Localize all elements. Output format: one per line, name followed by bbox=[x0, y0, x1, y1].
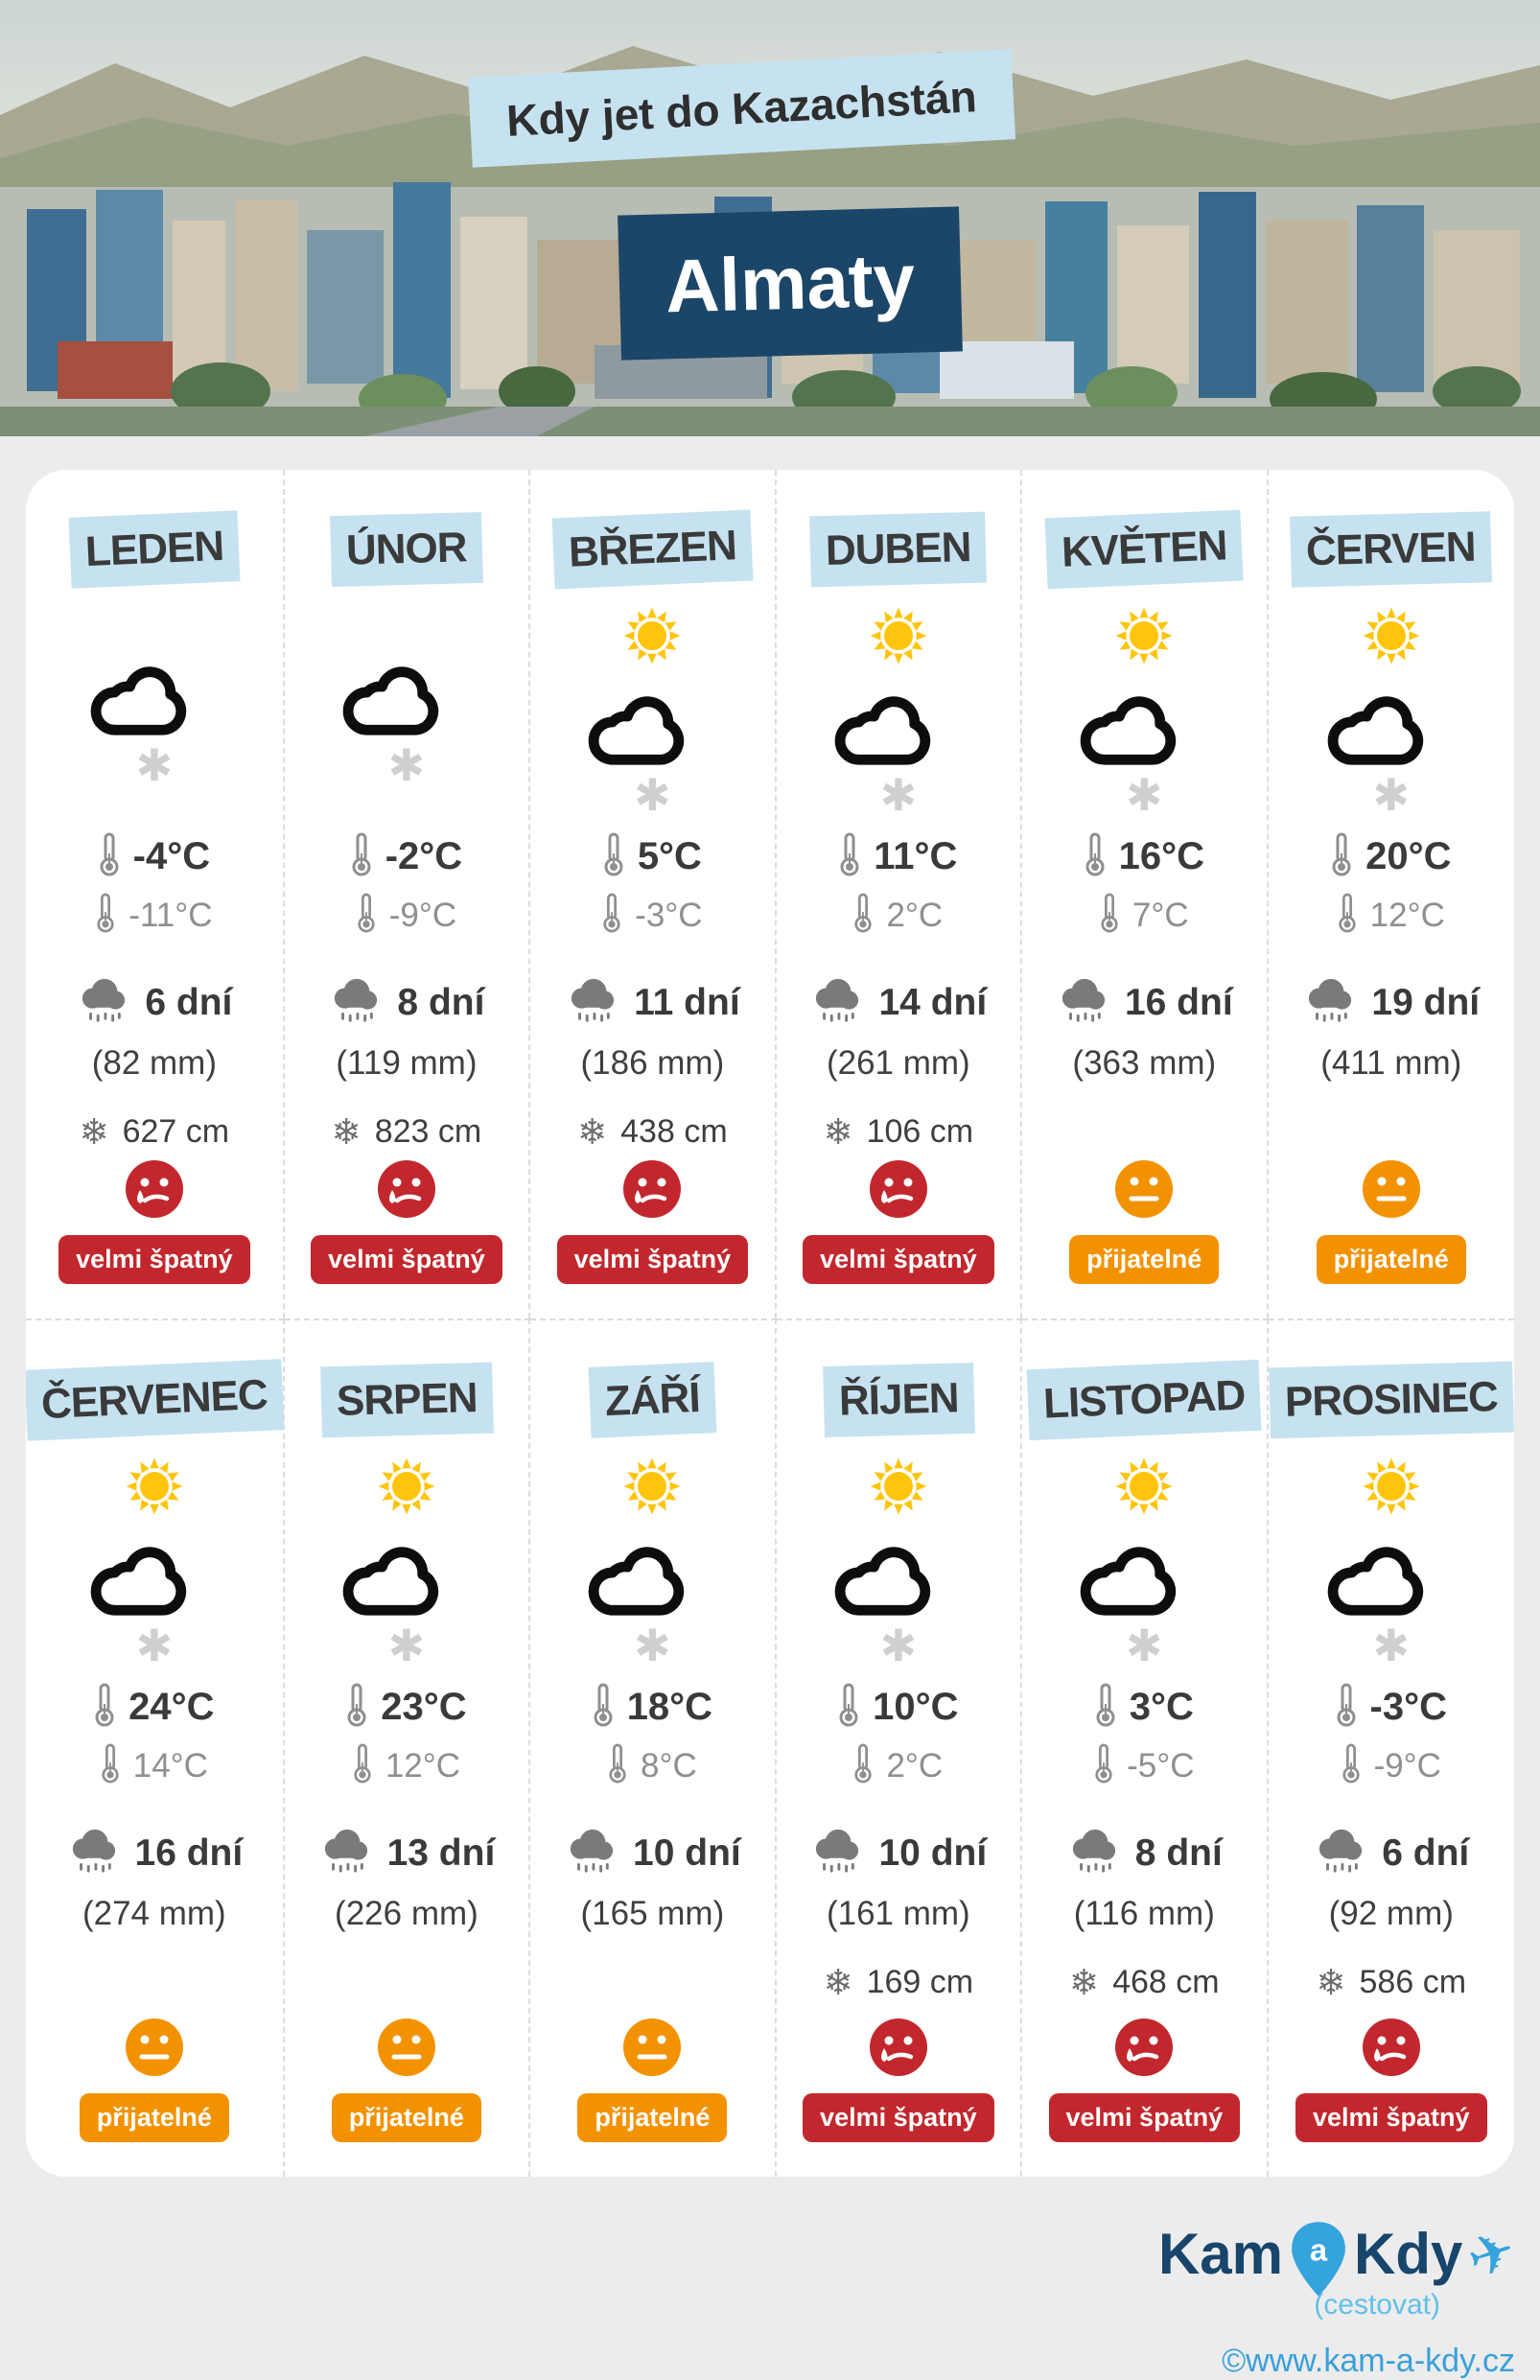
small-snowflake-icon: ✱ bbox=[634, 770, 671, 820]
temp-high-row bbox=[1336, 1683, 1447, 1732]
snow-row bbox=[332, 1113, 482, 1151]
map-pin-icon bbox=[1289, 2219, 1348, 2304]
temp-high-row bbox=[839, 832, 957, 881]
rating-block bbox=[332, 2017, 481, 2177]
rating-badge: velmi špatný bbox=[557, 1235, 749, 1284]
rain-cloud-icon bbox=[565, 976, 620, 1029]
temp-low-value: -11°C bbox=[128, 896, 213, 934]
rain-days-row bbox=[564, 1827, 741, 1879]
rating-badge: přijatelné bbox=[577, 2093, 727, 2142]
page-title: Kdy jet do Kazachstán bbox=[468, 49, 1015, 168]
snowflake-icon: ❄ bbox=[331, 1112, 362, 1152]
small-snowflake-icon: ✱ bbox=[1126, 1621, 1163, 1670]
thermometer-icon bbox=[593, 1683, 614, 1732]
small-snowflake-icon: ✱ bbox=[634, 1621, 671, 1670]
snowflake-icon: ❄ bbox=[823, 1963, 853, 2002]
snow-row bbox=[1317, 1964, 1467, 2001]
temp-low-row bbox=[1094, 1743, 1194, 1788]
precipitation-value: (363 mm) bbox=[1072, 1044, 1217, 1082]
rating-block bbox=[80, 2017, 229, 2177]
temp-low-value: 14°C bbox=[132, 1746, 208, 1785]
month-label: KVĚTEN bbox=[1045, 510, 1245, 590]
month-label: PROSINEC bbox=[1269, 1362, 1514, 1439]
temp-low-row bbox=[353, 1743, 460, 1788]
temp-high-value: 11°C bbox=[874, 835, 958, 877]
rain-days-row bbox=[1302, 976, 1480, 1029]
rain-days-value: 16 dní bbox=[1124, 981, 1233, 1023]
rain-cloud-icon bbox=[1056, 976, 1111, 1029]
temp-high-row bbox=[94, 1683, 214, 1732]
sun-icon bbox=[580, 1457, 724, 1516]
rain-cloud-icon bbox=[809, 976, 865, 1029]
weather-icon-wrap bbox=[335, 1457, 478, 1668]
rain-days-value: 8 dní bbox=[1134, 1832, 1223, 1874]
month-cell bbox=[1022, 470, 1268, 1318]
temp-high-row bbox=[603, 832, 702, 881]
rain-days-value: 11 dní bbox=[634, 981, 740, 1023]
month-cell bbox=[777, 470, 1022, 1318]
sun-icon bbox=[1319, 606, 1463, 665]
sad-face-icon bbox=[621, 1158, 683, 1220]
rating-block bbox=[803, 1158, 994, 1318]
rating-badge: velmi špatný bbox=[58, 1235, 250, 1284]
neutral-face-icon bbox=[1361, 1158, 1422, 1220]
thermometer-icon bbox=[1342, 1743, 1361, 1788]
temp-high-row bbox=[1095, 1683, 1194, 1732]
thermometer-icon bbox=[839, 832, 860, 881]
thermometer-icon bbox=[838, 1683, 859, 1732]
sun-icon bbox=[1072, 1457, 1216, 1516]
snow-cloud-icon bbox=[1072, 665, 1216, 820]
rain-days-row bbox=[1313, 1827, 1469, 1879]
rating-block bbox=[1295, 2017, 1487, 2177]
rating-badge: velmi špatný bbox=[1295, 2093, 1487, 2142]
snow-cloud-icon bbox=[580, 665, 724, 820]
rating-block bbox=[311, 1158, 502, 1318]
snowflake-icon: ❄ bbox=[823, 1112, 853, 1152]
snow-cloud-icon bbox=[827, 1516, 970, 1668]
logo-word-kam: Kam bbox=[1157, 2222, 1284, 2286]
sad-face-icon bbox=[1113, 2017, 1175, 2078]
thermometer-icon bbox=[1094, 1743, 1113, 1788]
small-snowflake-icon: ✱ bbox=[879, 1621, 918, 1670]
rain-days-row bbox=[66, 1827, 244, 1879]
temp-low-value: -3°C bbox=[635, 896, 703, 934]
weather-icon-wrap bbox=[1319, 1457, 1463, 1668]
rain-cloud-icon bbox=[1066, 1827, 1122, 1879]
temp-high-value: 5°C bbox=[637, 835, 702, 877]
thermometer-icon bbox=[346, 1683, 367, 1732]
month-label: LISTOPAD bbox=[1027, 1360, 1262, 1441]
precipitation-value: (261 mm) bbox=[826, 1044, 970, 1082]
snow-row bbox=[824, 1964, 974, 2001]
precipitation-value: (161 mm) bbox=[826, 1895, 970, 1932]
rain-cloud-icon bbox=[318, 1827, 374, 1879]
sad-face-icon bbox=[1361, 2017, 1422, 2078]
temp-high-row bbox=[99, 832, 210, 881]
temp-high-row bbox=[838, 1683, 958, 1732]
rain-days-value: 6 dní bbox=[145, 981, 233, 1023]
precipitation-value: (186 mm) bbox=[580, 1044, 725, 1082]
header bbox=[0, 0, 1540, 436]
weather-icon-wrap bbox=[82, 606, 226, 817]
thermometer-icon bbox=[608, 1743, 627, 1788]
footer bbox=[1157, 2211, 1525, 2380]
rain-days-row bbox=[1056, 976, 1233, 1029]
small-snowflake-icon: ✱ bbox=[135, 1621, 174, 1670]
rating-block bbox=[803, 2017, 994, 2177]
temp-high-row bbox=[1085, 832, 1204, 881]
rating-block bbox=[557, 1158, 749, 1318]
rain-days-value: 8 dní bbox=[397, 981, 485, 1023]
thermometer-icon bbox=[1085, 832, 1106, 881]
neutral-face-icon bbox=[376, 2017, 437, 2078]
month-cell bbox=[285, 470, 530, 1318]
thermometer-icon bbox=[853, 893, 873, 938]
snow-row bbox=[1069, 1964, 1220, 2001]
precipitation-value: (411 mm) bbox=[1320, 1044, 1462, 1082]
month-cell bbox=[26, 1318, 285, 2177]
snow-cloud-icon bbox=[82, 636, 226, 790]
rating-block bbox=[58, 1158, 250, 1318]
logo-subtitle: (cestovat) bbox=[1314, 2289, 1440, 2321]
rain-cloud-icon bbox=[1302, 976, 1358, 1029]
temp-low-value: 8°C bbox=[641, 1746, 697, 1785]
month-cell bbox=[285, 1318, 530, 2177]
temp-low-row bbox=[1342, 1743, 1441, 1788]
snow-cloud-icon bbox=[580, 1516, 724, 1668]
temp-low-value: 12°C bbox=[385, 1746, 461, 1785]
thermometer-icon bbox=[96, 893, 115, 938]
city-title: Almaty bbox=[618, 206, 963, 360]
temp-high-value: 3°C bbox=[1129, 1686, 1194, 1728]
rating-block bbox=[577, 2017, 727, 2177]
month-label: ZÁŘÍ bbox=[588, 1362, 716, 1438]
temp-high-value: -4°C bbox=[132, 835, 211, 877]
snowfall-value: 627 cm bbox=[122, 1113, 230, 1150]
temp-high-value: 24°C bbox=[128, 1686, 215, 1728]
rating-badge: velmi špatný bbox=[311, 1235, 502, 1284]
neutral-face-icon bbox=[1113, 1158, 1175, 1220]
rating-block bbox=[1049, 2017, 1241, 2177]
temp-low-row bbox=[1100, 893, 1189, 938]
small-snowflake-icon: ✱ bbox=[387, 740, 426, 790]
temp-low-row bbox=[357, 893, 456, 938]
rain-days-row bbox=[565, 976, 740, 1029]
snow-row bbox=[824, 1113, 974, 1151]
precipitation-value: (274 mm) bbox=[82, 1895, 226, 1932]
weather-icon-wrap bbox=[827, 1457, 970, 1668]
month-cell bbox=[1269, 1318, 1514, 2177]
snowflake-icon: ❄ bbox=[577, 1112, 608, 1152]
temp-low-value: 7°C bbox=[1132, 896, 1189, 934]
month-label: ČERVENEC bbox=[26, 1359, 284, 1441]
rating-badge: velmi špatný bbox=[803, 2093, 994, 2142]
month-label: ČERVEN bbox=[1291, 511, 1492, 587]
snowfall-value: 169 cm bbox=[866, 1964, 974, 2000]
precipitation-value: (92 mm) bbox=[1328, 1895, 1454, 1932]
snow-cloud-icon bbox=[335, 1516, 478, 1668]
thermometer-icon bbox=[853, 1743, 873, 1788]
rain-cloud-icon bbox=[809, 1827, 865, 1879]
rain-days-value: 14 dní bbox=[878, 981, 988, 1023]
temp-low-row bbox=[853, 893, 943, 938]
precipitation-value: (82 mm) bbox=[91, 1044, 217, 1082]
kam-a-kdy-logo bbox=[1157, 2211, 1525, 2297]
sad-face-icon bbox=[868, 2017, 929, 2078]
thermometer-icon bbox=[1338, 893, 1357, 938]
small-snowflake-icon: ✱ bbox=[387, 1621, 426, 1670]
thermometer-icon bbox=[1331, 832, 1352, 881]
snowfall-value: 823 cm bbox=[374, 1113, 482, 1150]
snow-cloud-icon bbox=[1319, 665, 1463, 820]
sun-icon bbox=[827, 606, 970, 665]
rain-days-value: 10 dní bbox=[878, 1832, 988, 1874]
sun-icon bbox=[1319, 1457, 1463, 1516]
weather-icon-wrap bbox=[827, 606, 970, 820]
logo-word-kdy: Kdy bbox=[1354, 2222, 1463, 2286]
small-snowflake-icon: ✱ bbox=[879, 770, 918, 820]
month-label: BŘEZEN bbox=[551, 510, 753, 590]
thermometer-icon bbox=[101, 1743, 120, 1788]
sad-face-icon bbox=[868, 1158, 929, 1220]
logo-letter-a: a bbox=[1309, 2232, 1328, 2268]
temp-high-value: 18°C bbox=[626, 1686, 713, 1728]
temp-high-row bbox=[1331, 832, 1451, 881]
rating-block bbox=[1069, 1158, 1219, 1318]
rain-days-value: 16 dní bbox=[134, 1832, 244, 1874]
month-cell bbox=[1022, 1318, 1268, 2177]
small-snowflake-icon: ✱ bbox=[1372, 1621, 1411, 1670]
precipitation-value: (226 mm) bbox=[335, 1895, 478, 1932]
thermometer-icon bbox=[1336, 1683, 1357, 1732]
sun-icon bbox=[335, 1457, 478, 1516]
airplane-icon: ✈ bbox=[1459, 2217, 1525, 2292]
rating-badge: přijatelné bbox=[332, 2093, 481, 2142]
snowflake-icon: ❄ bbox=[1069, 1963, 1100, 2002]
sun-icon bbox=[827, 1457, 970, 1516]
snow-row bbox=[80, 1113, 230, 1151]
neutral-face-icon bbox=[621, 2017, 683, 2078]
rain-cloud-icon bbox=[564, 1827, 619, 1879]
thermometer-icon bbox=[603, 832, 624, 881]
snow-cloud-icon bbox=[335, 636, 478, 790]
rain-days-value: 10 dní bbox=[633, 1832, 741, 1874]
rating-block bbox=[1317, 1158, 1466, 1318]
small-snowflake-icon: ✱ bbox=[135, 740, 174, 790]
rain-days-row bbox=[1066, 1827, 1223, 1879]
thermometer-icon bbox=[1095, 1683, 1116, 1732]
rating-badge: velmi špatný bbox=[1049, 2093, 1241, 2142]
month-label: ŘÍJEN bbox=[823, 1363, 974, 1437]
weather-icon-wrap bbox=[580, 606, 724, 820]
snow-cloud-icon bbox=[1319, 1516, 1463, 1668]
temp-low-row bbox=[96, 893, 212, 938]
snowfall-value: 586 cm bbox=[1359, 1964, 1467, 2000]
temp-low-value: 12°C bbox=[1369, 896, 1445, 934]
temp-high-value: 23°C bbox=[381, 1686, 467, 1728]
rain-cloud-icon bbox=[1313, 1827, 1368, 1879]
temp-low-row bbox=[608, 1743, 697, 1788]
small-snowflake-icon: ✱ bbox=[1126, 770, 1163, 820]
rain-days-row bbox=[809, 1827, 987, 1879]
temp-high-value: 10°C bbox=[873, 1686, 959, 1728]
rain-days-row bbox=[318, 1827, 496, 1879]
sun-icon bbox=[1072, 606, 1216, 665]
precipitation-value: (119 mm) bbox=[336, 1044, 478, 1082]
rating-badge: velmi špatný bbox=[803, 1235, 994, 1284]
weather-icon-wrap bbox=[1072, 606, 1216, 820]
thermometer-icon bbox=[1100, 893, 1119, 938]
temp-high-value: 16°C bbox=[1118, 835, 1204, 877]
month-label: DUBEN bbox=[809, 512, 987, 588]
snowflake-icon: ❄ bbox=[1316, 1963, 1346, 2002]
month-cell bbox=[1269, 470, 1514, 1318]
weather-icon-wrap bbox=[580, 1457, 724, 1668]
snowfall-value: 106 cm bbox=[866, 1113, 974, 1150]
weather-icon-wrap bbox=[335, 606, 478, 817]
rain-cloud-icon bbox=[66, 1827, 122, 1879]
temp-high-row bbox=[351, 832, 462, 881]
small-snowflake-icon: ✱ bbox=[1372, 770, 1411, 820]
temp-low-value: 2°C bbox=[886, 896, 944, 934]
thermometer-icon bbox=[94, 1683, 115, 1732]
rain-cloud-icon bbox=[76, 976, 131, 1029]
thermometer-icon bbox=[602, 893, 621, 938]
thermometer-icon bbox=[357, 893, 376, 938]
month-cell bbox=[777, 1318, 1022, 2177]
copyright-link[interactable]: ©www.kam-a-kdy.cz bbox=[1222, 2343, 1515, 2379]
temp-high-value: -2°C bbox=[385, 835, 463, 877]
snowflake-icon: ❄ bbox=[79, 1112, 109, 1152]
snow-cloud-icon bbox=[1072, 1516, 1216, 1668]
rain-cloud-icon bbox=[328, 976, 384, 1029]
month-label: SRPEN bbox=[320, 1363, 493, 1438]
thermometer-icon bbox=[351, 832, 372, 881]
precipitation-value: (165 mm) bbox=[580, 1895, 725, 1932]
temp-low-row bbox=[1338, 893, 1445, 938]
months-grid bbox=[26, 470, 1514, 2177]
temp-low-value: -5°C bbox=[1127, 1746, 1195, 1785]
sad-face-icon bbox=[376, 1158, 437, 1220]
temp-low-value: -9°C bbox=[388, 896, 457, 934]
weather-icon-wrap bbox=[1319, 606, 1463, 820]
temp-high-row bbox=[346, 1683, 466, 1732]
snow-row bbox=[577, 1113, 728, 1151]
thermometer-icon bbox=[99, 832, 120, 881]
rating-badge: přijatelné bbox=[80, 2093, 229, 2142]
month-cell bbox=[530, 1318, 776, 2177]
temp-high-value: -3°C bbox=[1369, 1686, 1447, 1728]
rain-days-row bbox=[76, 976, 232, 1029]
thermometer-icon bbox=[353, 1743, 372, 1788]
snowfall-value: 438 cm bbox=[620, 1113, 728, 1150]
temp-high-value: 20°C bbox=[1365, 835, 1452, 877]
weather-icon-wrap bbox=[1072, 1457, 1216, 1668]
month-cell bbox=[530, 470, 776, 1318]
neutral-face-icon bbox=[124, 2017, 185, 2078]
temp-low-row bbox=[101, 1743, 208, 1788]
snow-cloud-icon bbox=[827, 665, 970, 820]
precipitation-value: (116 mm) bbox=[1073, 1895, 1215, 1932]
temp-low-value: -9°C bbox=[1373, 1746, 1441, 1785]
rain-days-value: 6 dní bbox=[1382, 1832, 1470, 1874]
snow-cloud-icon bbox=[82, 1516, 226, 1668]
rain-days-value: 19 dní bbox=[1371, 981, 1481, 1023]
rain-days-row bbox=[328, 976, 484, 1029]
month-label: ÚNOR bbox=[330, 512, 482, 587]
temp-low-value: 2°C bbox=[886, 1746, 944, 1785]
rain-days-row bbox=[809, 976, 987, 1029]
temp-low-row bbox=[853, 1743, 943, 1788]
rating-badge: přijatelné bbox=[1069, 1235, 1219, 1284]
temp-low-row bbox=[602, 893, 702, 938]
sad-face-icon bbox=[124, 1158, 185, 1220]
rain-days-value: 13 dní bbox=[386, 1832, 496, 1874]
sun-icon bbox=[82, 1457, 226, 1516]
rating-badge: přijatelné bbox=[1317, 1235, 1466, 1284]
sun-icon bbox=[580, 606, 724, 665]
month-cell bbox=[26, 470, 285, 1318]
temp-high-row bbox=[593, 1683, 712, 1732]
weather-icon-wrap bbox=[82, 1457, 226, 1668]
month-label: LEDEN bbox=[68, 510, 240, 589]
snowfall-value: 468 cm bbox=[1112, 1964, 1220, 2000]
